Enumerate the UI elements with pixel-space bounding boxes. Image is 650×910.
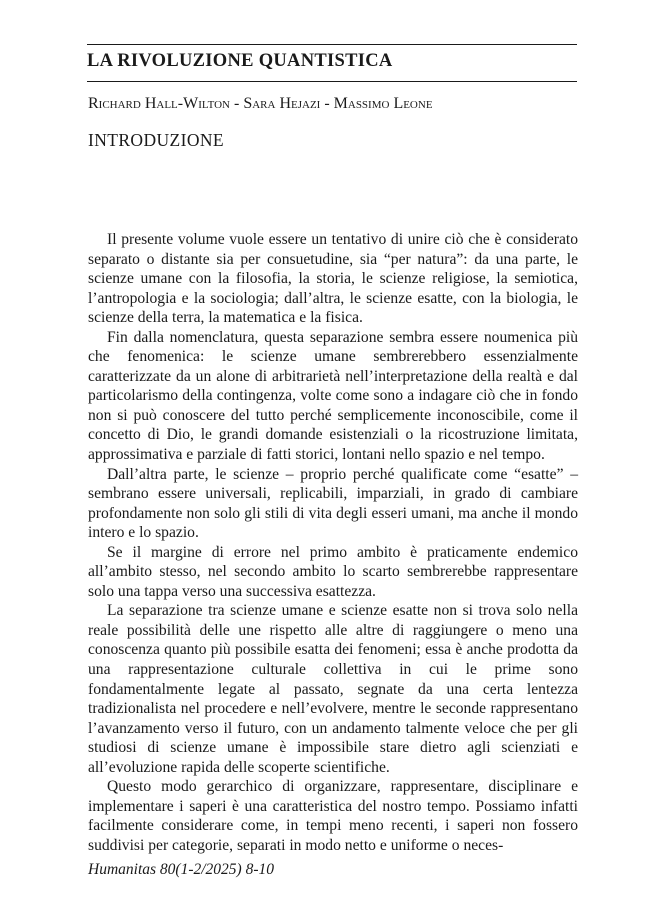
paragraph: Se il margine di errore nel primo ambito è praticamente endemico all’ambito stesso, nel secondo ambito lo scarto sembrerebbe rappresentare solo una tappa verso una successiva esattezza. [88, 543, 578, 600]
footer-citation: Humanitas 80(1-2/2025) 8-10 [88, 861, 274, 878]
section-title: LA RIVOLUZIONE QUANTISTICA [87, 51, 393, 71]
paragraph: Il presente volume vuole essere un tentativo di unire ciò che è considerato separato o distante sia per consuetudine, sia “per natura”: da una parte, le scienze umane con la filosofia, la storia, le scienze religiose, la semiotica, l’antropologia e la sociologia; dall’altra, le scienze esatte, con la biologia, le scienze della terra, la matematica e la fisica. [88, 231, 578, 327]
paragraph: La separazione tra scienze umane e scienze esatte non si trova solo nella reale possibilità delle une rispetto alle altre di raggiungere o meno una conoscenza quanto più possibile esatta dei fenomeni; essa è anche prodotta da una rappresentazione culturale collettiva in cui le prime sono fondamentalmente legate al passato, segnate da una certa lentezza tradizionalista nel procedere e nell’evolvere, mentre le seconde rappresentano l’avanzamento verso il futuro, con un andamento talmente veloce che per gli studiosi di scienze umane è impossibile stare dietro agli scienziati e all’evoluzione rapida delle scoperte scientifiche. [88, 602, 578, 776]
chapter-title: INTRODUZIONE [88, 130, 225, 150]
paragraph: Questo modo gerarchico di organizzare, rappresentare, disciplinare e implementare i saperi è una caratteristica del nostro tempo. Possiamo infatti facilmente considerare come, in tempi meno recenti, i saperi non fossero suddivisi per categorie, separati in modo netto e uniforme o neces- [88, 778, 578, 854]
paragraph: Dall’altra parte, le scienze – proprio perché qualificate come “esatte” – sembrano essere universali, replicabili, imparziali, in grado di cambiare profondamente non solo gli stili di vita degli esseri umani, ma anche il mondo intero e lo spazio. [88, 465, 578, 542]
header-bottom-rule [87, 81, 577, 82]
body-text [88, 230, 578, 856]
authors-line: Richard Hall-Wilton - Sara Hejazi - Massimo Leone [88, 95, 433, 112]
header-top-rule [87, 44, 577, 45]
paragraph: Fin dalla nomenclatura, questa separazione sembra essere noumenica più che fenomenica: le scienze umane sembrerebbero essenzialmente caratterizzate da un alone di arbitrarietà nell’interpretazione della realtà e dal particolarismo della contingenza, volte come sono a indagare ciò che in fondo non si può conoscere del tutto perché semplicemente inconoscibile, come il concetto di Dio, le grandi domande esistenziali o la ricostruzione limitata, approssimativa e parziale di fatti storici, lontani nello spazio e nel tempo. [88, 328, 578, 464]
